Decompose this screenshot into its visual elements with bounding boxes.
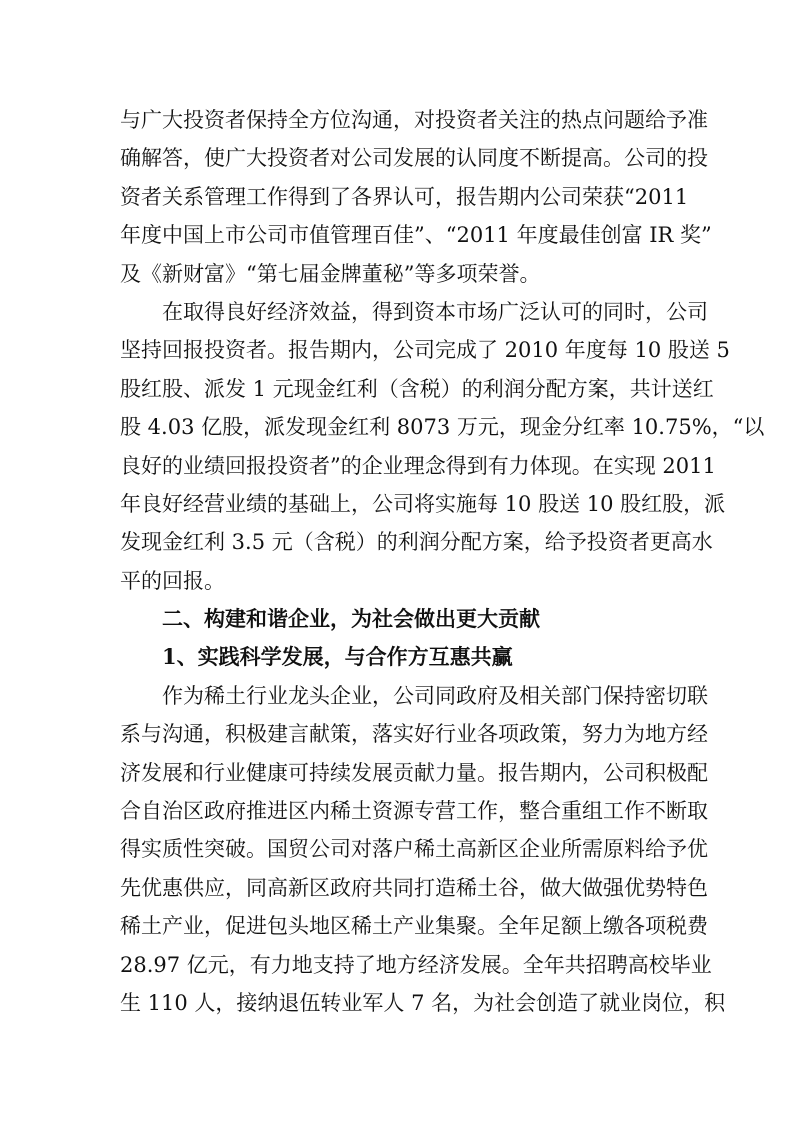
paragraph-line: 良好的业绩回报投资者”的企业理念得到有力体现。在实现 2011 [120, 453, 716, 478]
paragraph-line: 济发展和行业健康可持续发展贡献力量。报告期内，公司积极配 [120, 760, 708, 785]
paragraph-line: 资者关系管理工作得到了各界认可，报告期内公司荣获“2011 [120, 184, 689, 209]
paragraph-line: 坚持回报投资者。报告期内，公司完成了 2010 年度每 10 股送 5 [120, 338, 730, 363]
paragraph-line: 年度中国上市公司市值管理百佳”、“2011 年度最佳创富 IR 奖” [120, 223, 712, 248]
paragraph-line: 确解答，使广大投资者对公司发展的认同度不断提高。公司的投 [120, 146, 708, 171]
paragraph-line: 年良好经营业绩的基础上，公司将实施每 10 股送 10 股红股，派 [120, 491, 726, 516]
section-heading: 1、实践科学发展，与合作方互惠共赢 [162, 644, 513, 670]
section-heading: 二、构建和谐企业，为社会做出更大贡献 [162, 606, 540, 632]
paragraph-line: 股红股、派发 1 元现金红利（含税）的利润分配方案，共计送红 [120, 376, 714, 401]
paragraph-line: 平的回报。 [120, 568, 225, 593]
paragraph-line: 在取得良好经济效益，得到资本市场广泛认可的同时，公司 [162, 299, 708, 324]
paragraph-line: 与广大投资者保持全方位沟通，对投资者关注的热点问题给予准 [120, 108, 708, 132]
paragraph-line: 及《新财富》“第七届金牌董秘”等多项荣誉。 [120, 261, 541, 286]
paragraph-line: 系与沟通，积极建言献策，落实好行业各项政策，努力为地方经 [120, 722, 708, 747]
paragraph-line: 先优惠供应，同高新区政府共同打造稀土谷，做大做强优势特色 [120, 875, 708, 900]
paragraph-line: 生 110 人，接纳退伍转业军人 7 名，为社会创造了就业岗位，积 [120, 990, 726, 1015]
paragraph-line: 28.97 亿元，有力地支持了地方经济发展。全年共招聘高校毕业 [120, 952, 712, 977]
paragraph-line: 合自治区政府推进区内稀土资源专营工作，整合重组工作不断取 [120, 799, 708, 824]
paragraph-line: 股 4.03 亿股，派发现金红利 8073 万元，现金分红率 10.75%，“以 [120, 415, 765, 440]
paragraph-line: 作为稀土行业龙头企业，公司同政府及相关部门保持密切联 [162, 683, 708, 708]
paragraph-line: 稀土产业，促进包头地区稀土产业集聚。全年足额上缴各项税费 [120, 914, 708, 939]
document-page [120, 101, 765, 1022]
paragraph-line: 发现金红利 3.5 元（含税）的利润分配方案，给予投资者更高水 [120, 530, 713, 555]
paragraph-line: 得实质性突破。国贸公司对落户稀土高新区企业所需原料给予优 [120, 837, 708, 862]
